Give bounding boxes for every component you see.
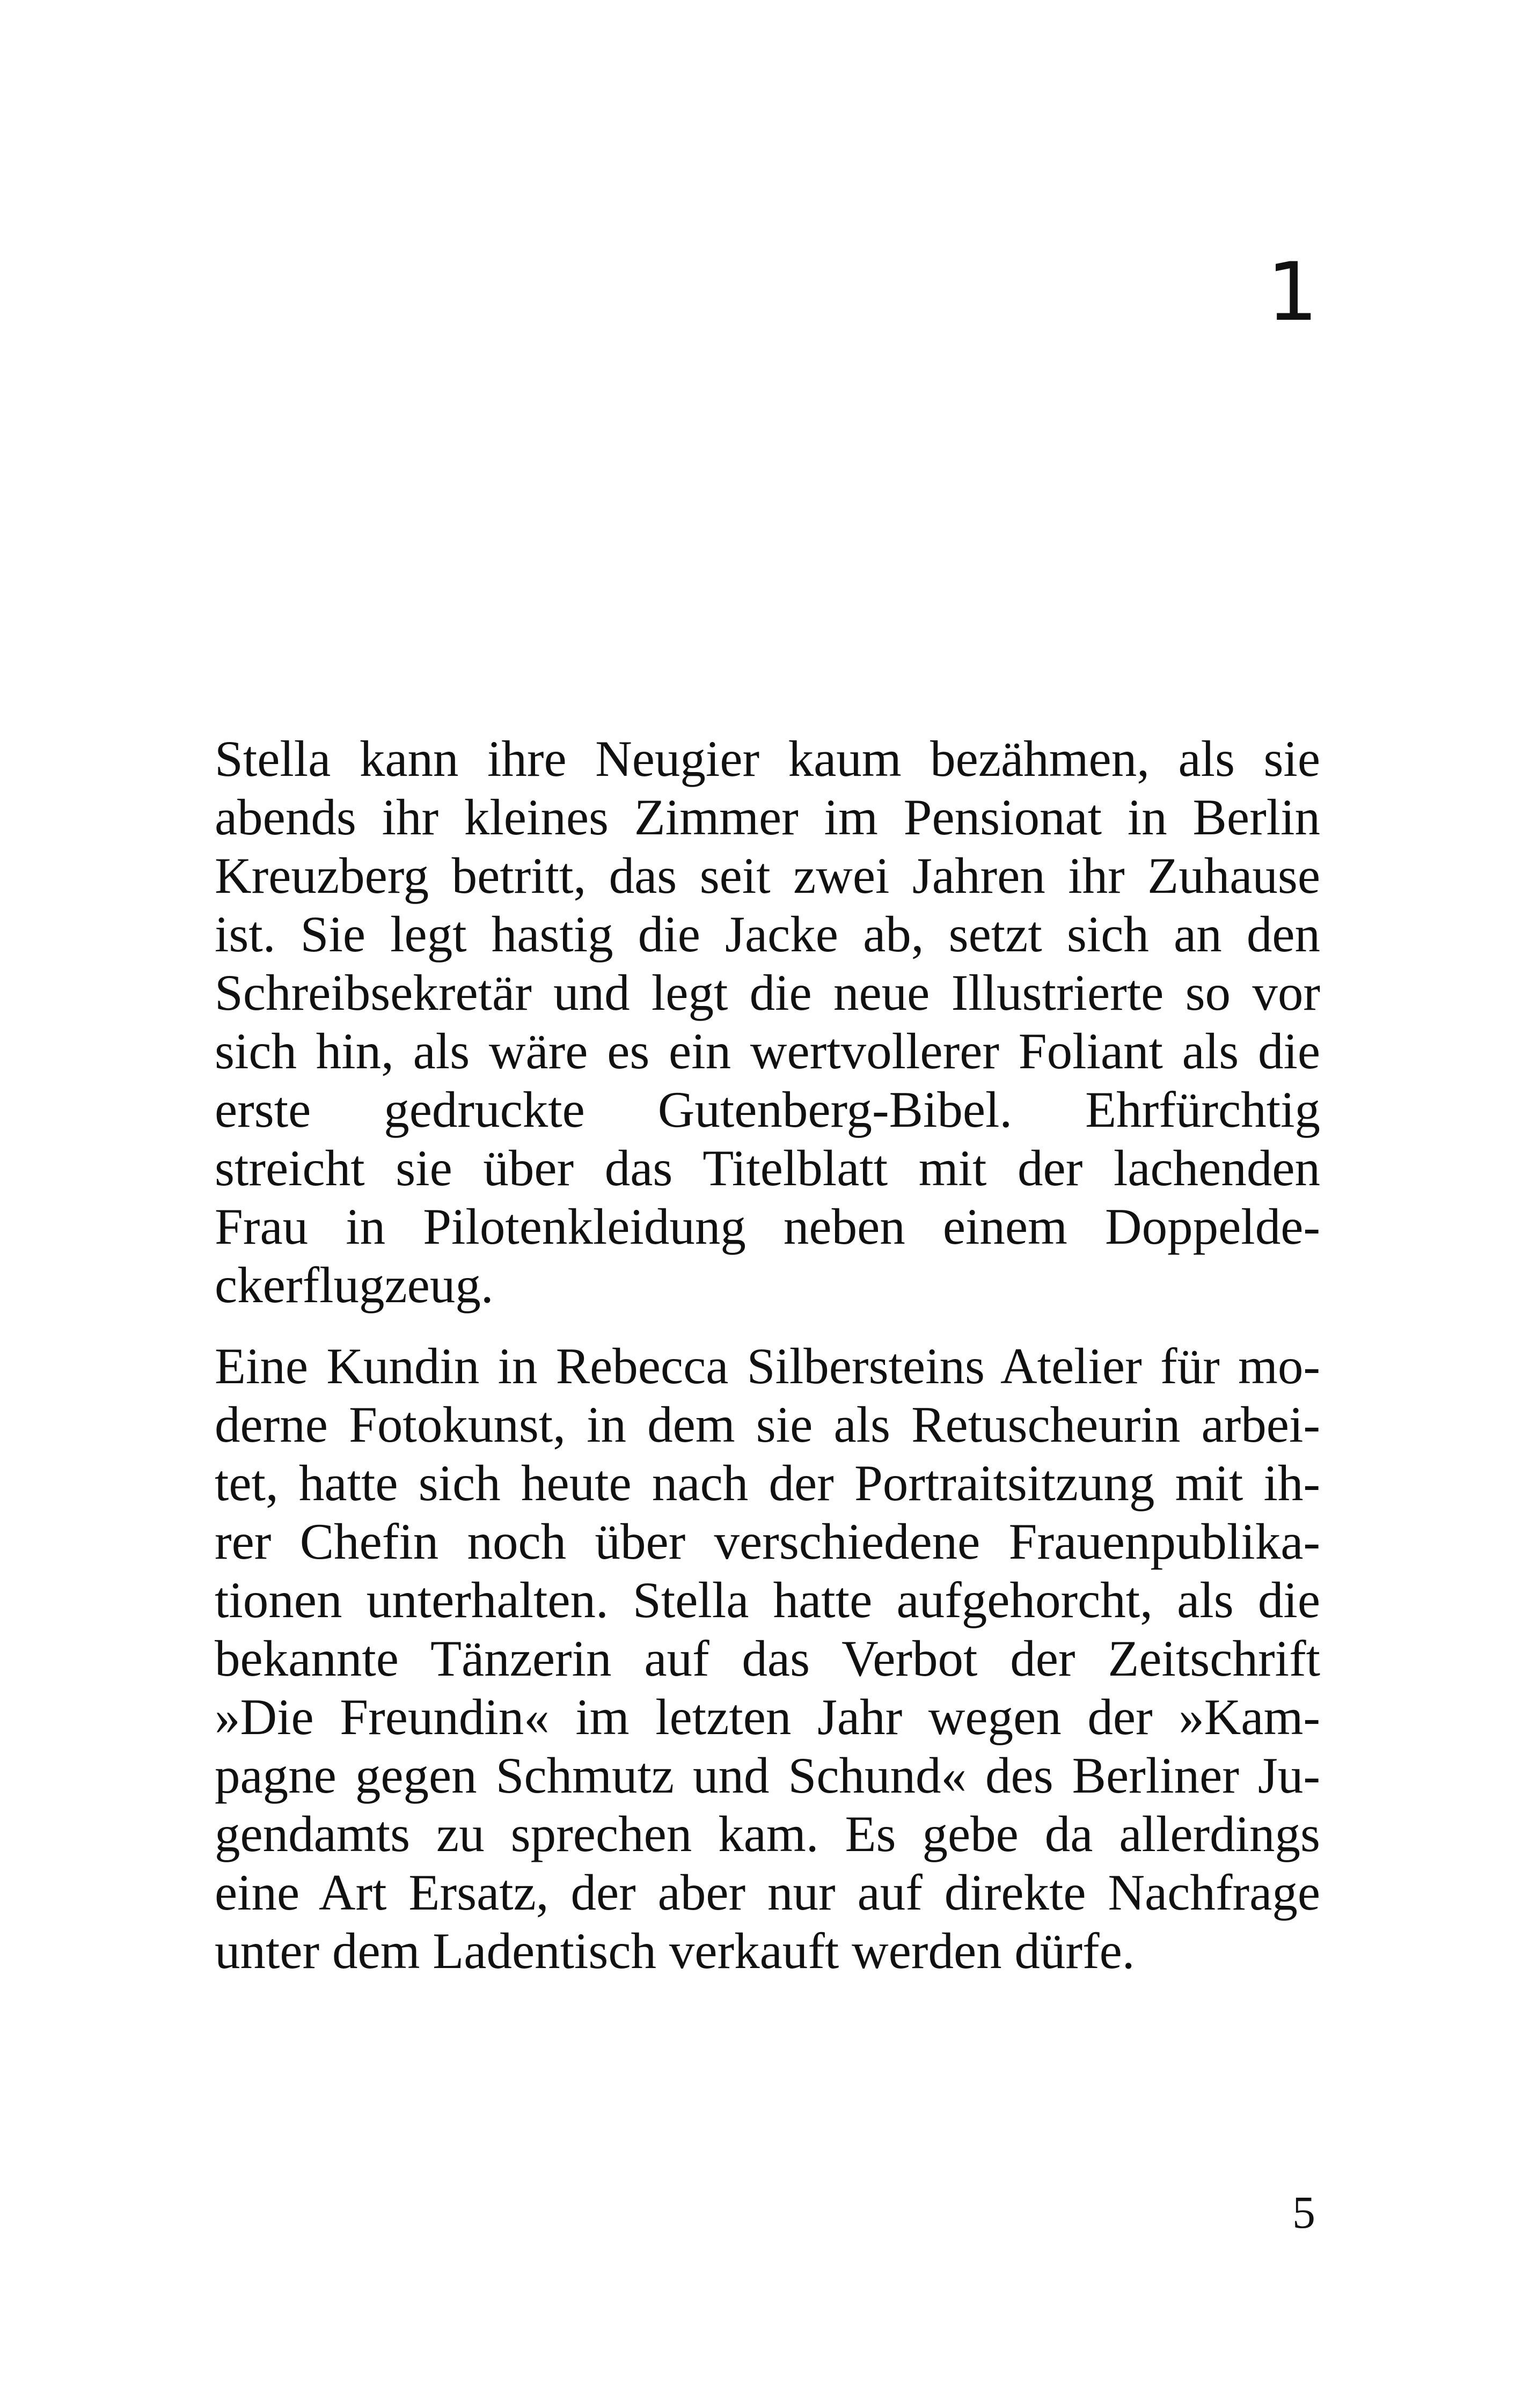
paragraph-2 <box>215 1337 1320 1980</box>
text-line: eine Art Ersatz, der aber nur auf direkte Nachfrage <box>215 1864 1320 1921</box>
body-text <box>215 730 1320 1980</box>
page-number: 5 <box>1292 2186 1315 2238</box>
text-line: Frau in Pilotenkleidung neben einem Doppelde- <box>215 1198 1320 1255</box>
text-line: derne Fotokunst, in dem sie als Retuscheurin arbei- <box>215 1396 1320 1453</box>
text-line: tionen unterhalten. Stella hatte aufgehorcht, als die <box>215 1572 1320 1628</box>
text-line: pagne gegen Schmutz und Schund« des Berliner Ju- <box>215 1747 1320 1804</box>
text-line: Stella kann ihre Neugier kaum bezähmen, als sie <box>215 730 1320 787</box>
text-line: tet, hatte sich heute nach der Portraitsitzung mit ih- <box>215 1455 1320 1511</box>
paragraph-1 <box>215 730 1320 1315</box>
text-line: streicht sie über das Titelblatt mit der lachenden <box>215 1140 1320 1196</box>
text-line: Schreibsekretär und legt die neue Illustrierte so vor <box>215 964 1320 1021</box>
text-line: Eine Kundin in Rebecca Silbersteins Atelier für mo- <box>215 1338 1320 1394</box>
text-line: »Die Freundin« im letzten Jahr wegen der »Kam- <box>215 1688 1320 1745</box>
text-line: gendamts zu sprechen kam. Es gebe da allerdings <box>215 1805 1320 1862</box>
chapter-number: 1 <box>1267 246 1318 339</box>
text-line: bekannte Tänzerin auf das Verbot der Zeitschrift <box>215 1630 1320 1687</box>
text-line: rer Chefin noch über verschiedene Frauenpublika- <box>215 1513 1320 1570</box>
text-line: ckerflugzeug. <box>215 1257 494 1313</box>
text-line: erste gedruckte Gutenberg-Bibel. Ehrfürchtig <box>215 1081 1320 1138</box>
text-line: abends ihr kleines Zimmer im Pensionat in Berlin <box>215 789 1320 846</box>
text-line: sich hin, als wäre es ein wertvollerer Foliant als die <box>215 1023 1320 1080</box>
text-line: ist. Sie legt hastig die Jacke ab, setzt sich an den <box>215 906 1320 963</box>
text-line: Kreuzberg betritt, das seit zwei Jahren ihr Zuhause <box>215 847 1320 904</box>
text-line: unter dem Ladentisch verkauft werden dürfe. <box>215 1922 1135 1979</box>
